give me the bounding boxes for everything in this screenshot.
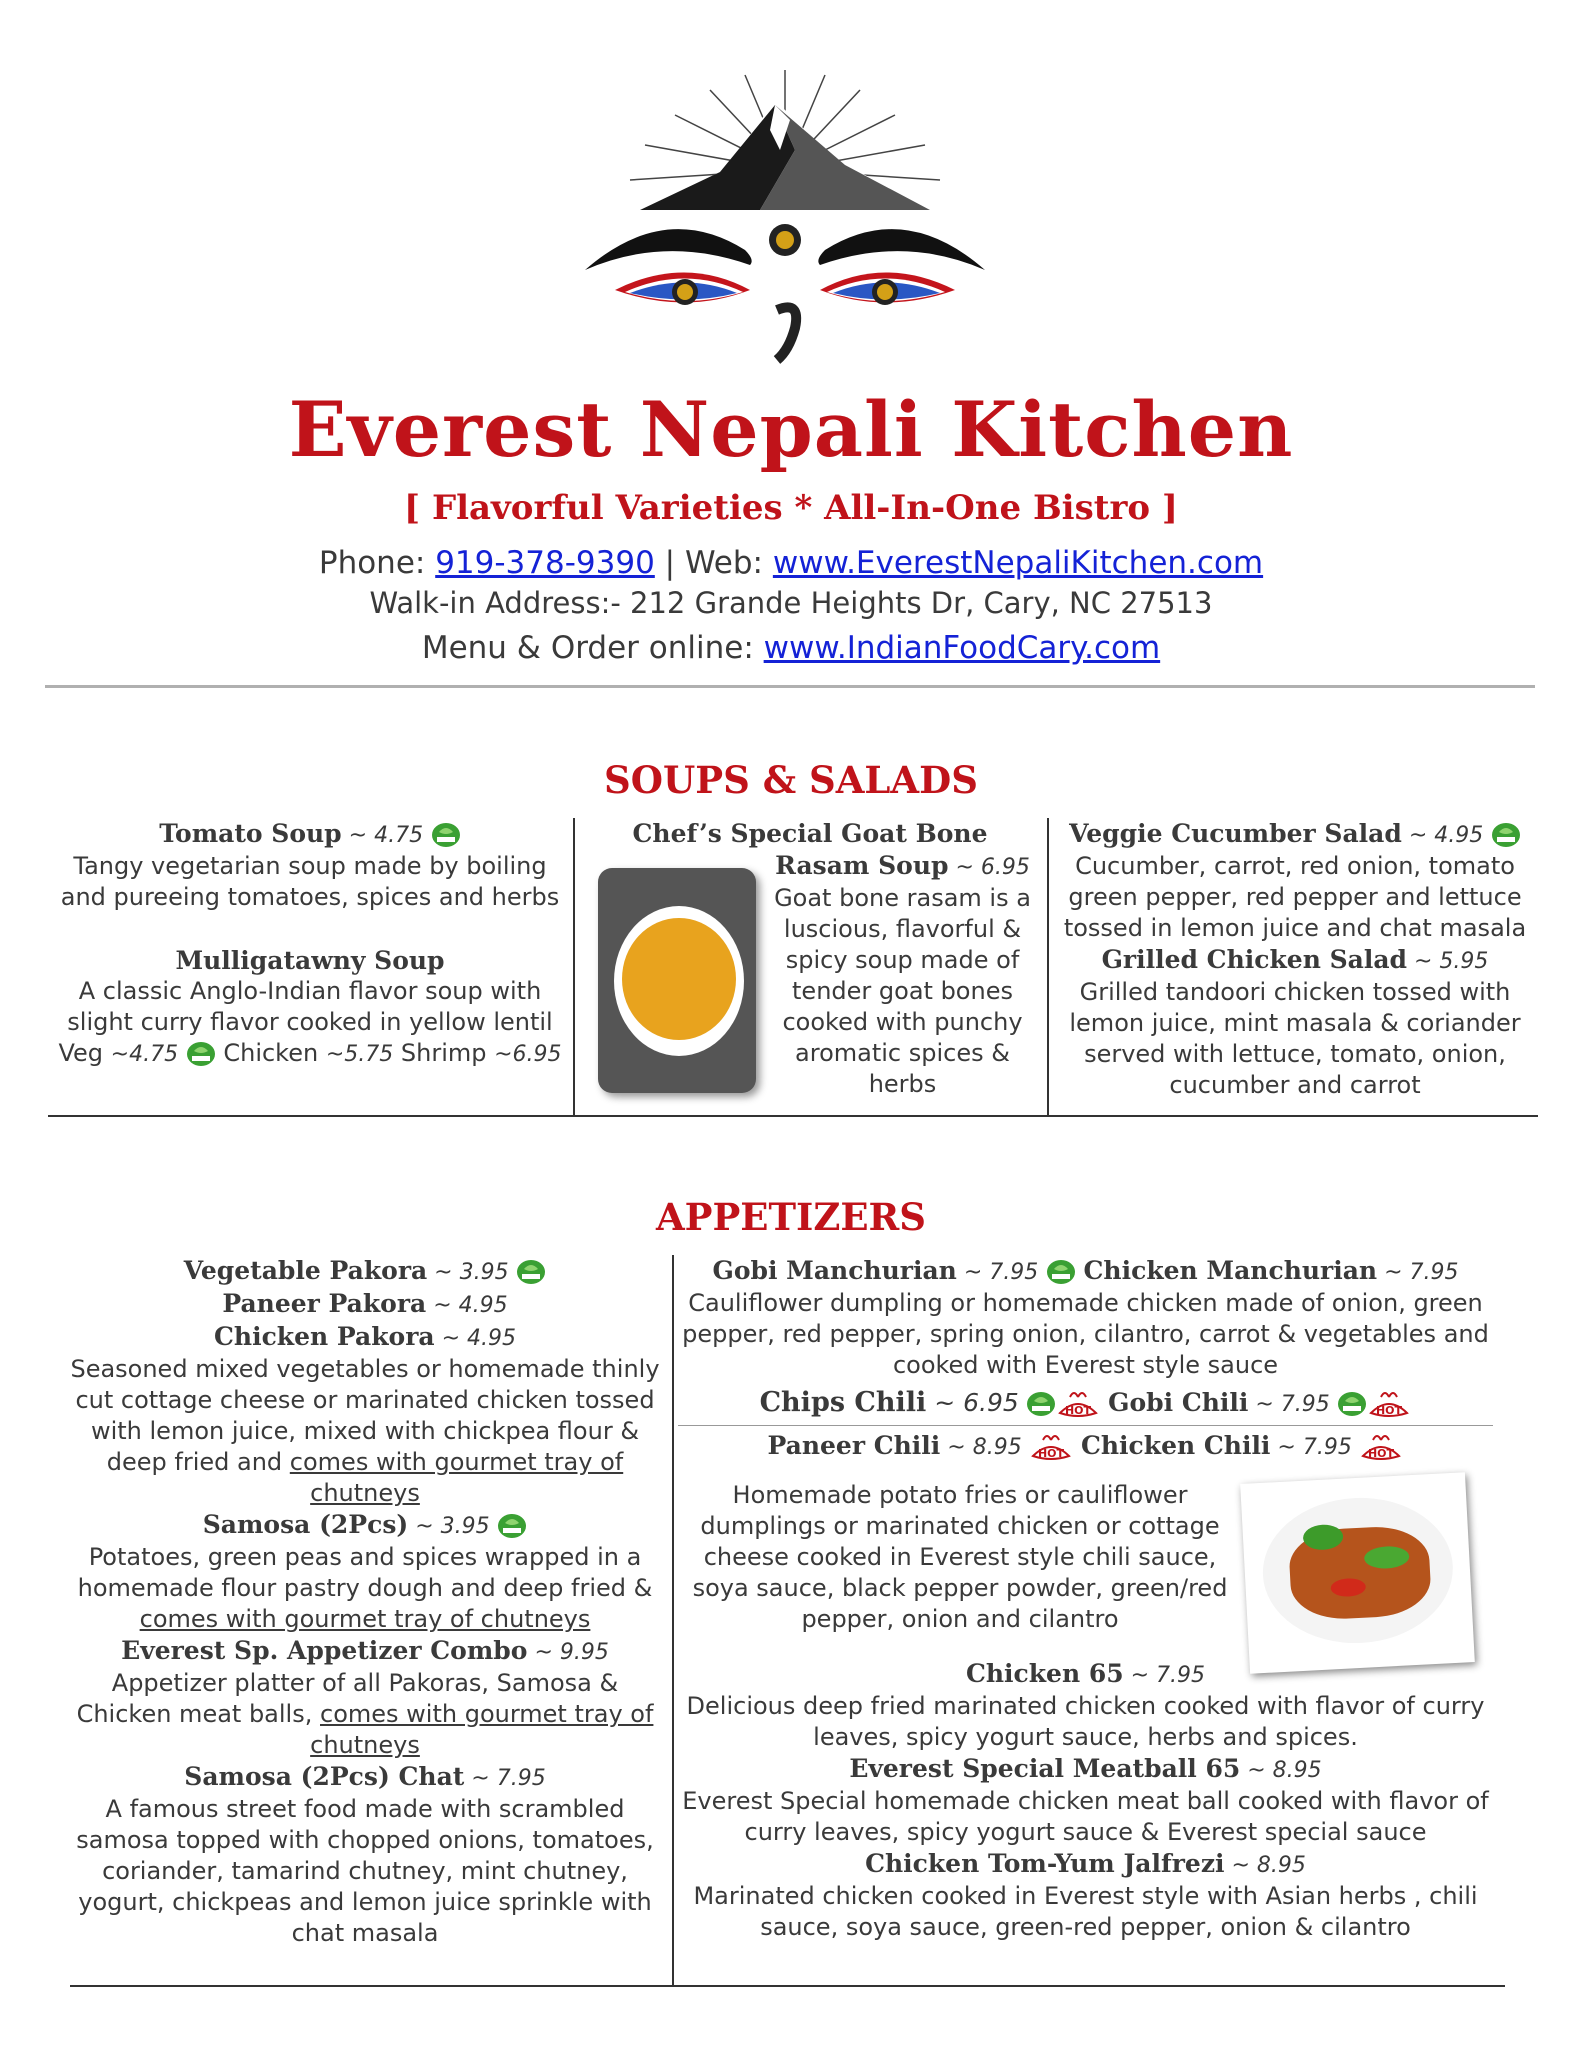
chicken-pakora-name: Chicken Pakora bbox=[214, 1322, 435, 1351]
hot-chili-icon bbox=[1359, 1430, 1403, 1464]
samosa-desc: Potatoes, green peas and spices wrapped in a homemade flour pastry dough and deep fried & comes with gourmet tray of chutneys bbox=[77, 1543, 653, 1633]
samosa-name: Samosa (2Pcs) bbox=[202, 1510, 409, 1539]
goat-soup-name: Chef’s Special Goat Bone bbox=[632, 819, 988, 848]
chili-chicken-photo bbox=[1240, 1472, 1475, 1674]
svg-text:HOT: HOT bbox=[1368, 1447, 1395, 1460]
website-link[interactable]: www.EverestNepaliKitchen.com bbox=[772, 545, 1264, 581]
chicken-manchurian-name: Chicken Manchurian bbox=[1083, 1256, 1378, 1285]
chicken65-name: Chicken 65 bbox=[965, 1659, 1124, 1688]
tagline: [ Flavorful Varieties * All-In-One Bistro ] bbox=[404, 488, 1178, 528]
appetizers-bottom-line bbox=[70, 1985, 1505, 1987]
vegan-icon bbox=[186, 1041, 216, 1067]
soups-middle-column bbox=[580, 818, 1040, 849]
vegan-icon bbox=[1491, 822, 1521, 848]
svg-text:HOT: HOT bbox=[1376, 1404, 1403, 1417]
paneer-chili-name: Paneer Chili bbox=[767, 1431, 941, 1460]
meatball65-name: Everest Special Meatball 65 bbox=[849, 1754, 1241, 1783]
hot-chili-icon bbox=[1056, 1387, 1100, 1421]
appetizers-left-column: Vegetable Pakora ~ 3.95 Paneer Pakora ~ 4.95 Chicken Pakora ~ 4.95 Seasoned mixed vegetables or homemade thinly cut cottage cheese or marinated chicken tossed with lemon juice, mixed with chickpea flour & deep fried and comes with gourmet tray of chutneys Samosa (2Pcs) ~ 3.95 Potatoes, green peas and spices wrapped in a homemade flour pastry dough and deep fried & comes with gourmet tray of chutneys Everest Sp. Appetizer Combo ~ 9.95 Appetizer platter of all Pakoras, Samosa & Chicken meat balls, comes with gourmet tray of chutneys Samosa (2Pcs) Chat ~ 7.95 A famous street food made with scrambled samosa topped with chopped onions, tomatoes, coriander, tamarind chutney, mint chutney, yogurt, chickpeas and lemon juice sprinkle with chat masala bbox=[70, 1256, 660, 1947]
mulligatawny-name: Mulligatawny Soup bbox=[175, 946, 445, 975]
goat-soup-photo bbox=[598, 868, 756, 1093]
appetizers-divider bbox=[672, 1255, 674, 1985]
everest-eyes-logo-icon bbox=[545, 60, 1025, 370]
paneer-pakora-name: Paneer Pakora bbox=[222, 1289, 427, 1318]
soups-left-column: Tomato Soup ~ 4.75 Tangy vegetarian soup made by boiling and pureeing tomatoes, spices and herbs Mulligatawny Soup A classic Anglo-Indian flavor soup with slight curry flavor cooked in yellow lentil Veg ~4.75 Chicken ~5.75 Shrimp ~6.95 bbox=[50, 818, 570, 1070]
tomato-soup-desc: Tangy vegetarian soup made by boiling and pureeing tomatoes, spices and herbs bbox=[60, 852, 560, 911]
goat-soup-desc: Goat bone rasam is a luscious, flavorful & spicy soup made of tender goat bones cooked with punchy aromatic spices & herbs bbox=[774, 884, 1031, 1098]
chips-chili-name: Chips Chili bbox=[759, 1387, 927, 1418]
hot-chili-icon bbox=[1029, 1430, 1073, 1464]
meatball65-desc: Everest Special homemade chicken meat ball cooked with flavor of curry leaves, spicy yogurt sauce & Everest special sauce bbox=[682, 1787, 1489, 1846]
soups-bottom-line bbox=[48, 1115, 1538, 1117]
tomyum-name: Chicken Tom-Yum Jalfrezi bbox=[865, 1849, 1225, 1878]
appetizers-heading: APPETIZERS bbox=[655, 1195, 927, 1239]
chicken-salad-desc: Grilled tandoori chicken tossed with lemon juice, mint masala & coriander served with lettuce, tomato, onion, cucumber and carrot bbox=[1069, 978, 1521, 1099]
cucumber-salad-desc: Cucumber, carrot, red onion, tomato green pepper, red pepper and lettuce tossed in lemon juice and chat masala bbox=[1063, 852, 1527, 942]
chicken-chili-name: Chicken Chili bbox=[1080, 1431, 1271, 1460]
vegan-icon bbox=[497, 1513, 527, 1539]
vegan-icon bbox=[1046, 1259, 1076, 1285]
chicken65-desc: Delicious deep fried marinated chicken cooked with flavor of curry leaves, spicy yogurt sauce, herbs and spices. bbox=[686, 1692, 1485, 1751]
chili-underline bbox=[678, 1425, 1493, 1426]
cucumber-salad-name: Veggie Cucumber Salad bbox=[1069, 819, 1402, 848]
order-online: Menu & Order online: www.IndianFoodCary.com bbox=[421, 630, 1161, 666]
vegan-icon bbox=[1026, 1391, 1056, 1417]
order-link[interactable]: www.IndianFoodCary.com bbox=[763, 630, 1161, 666]
chili-desc: Homemade potato fries or cauliflower dumplings or marinated chicken or cottage cheese cooked in Everest style chili sauce, soya sauce, black pepper powder, green/red pepper, onion and cilantro bbox=[692, 1481, 1228, 1633]
contact-phone-web: Phone: 919-378-9390 | Web: www.EverestNepaliKitchen.com bbox=[318, 545, 1264, 581]
header-divider bbox=[45, 685, 1535, 688]
soups-divider-1 bbox=[573, 818, 575, 1116]
soups-divider-2 bbox=[1047, 818, 1049, 1116]
svg-text:HOT: HOT bbox=[1065, 1404, 1092, 1417]
phone-link[interactable]: 919-378-9390 bbox=[435, 545, 655, 581]
mulligatawny-desc: A classic Anglo-Indian flavor soup with slight curry flavor cooked in yellow lentil bbox=[67, 977, 553, 1036]
address: Walk-in Address:- 212 Grande Heights Dr, Cary, NC 27513 bbox=[369, 586, 1213, 620]
combo-desc: Appetizer platter of all Pakoras, Samosa & Chicken meat balls, comes with gourmet tray of chutneys bbox=[76, 1669, 654, 1759]
combo-name: Everest Sp. Appetizer Combo bbox=[121, 1636, 528, 1665]
hot-chili-icon bbox=[1367, 1387, 1411, 1421]
chicken-salad-name: Grilled Chicken Salad bbox=[1101, 945, 1408, 974]
logo bbox=[545, 60, 1025, 370]
tomato-soup-name: Tomato Soup bbox=[159, 819, 342, 848]
svg-text:HOT: HOT bbox=[1038, 1447, 1065, 1460]
tomyum-desc: Marinated chicken cooked in Everest style with Asian herbs , chili sauce, soya sauce, green-red pepper, onion & cilantro bbox=[693, 1882, 1478, 1941]
manchurian-desc: Cauliflower dumpling or homemade chicken made of onion, green pepper, red pepper, spring onion, cilantro, carrot & vegetables and cooked with Everest style sauce bbox=[682, 1289, 1489, 1379]
restaurant-name: Everest Nepali Kitchen bbox=[288, 385, 1294, 474]
gobi-chili-name: Gobi Chili bbox=[1108, 1388, 1249, 1417]
appetizers-right-bottom: Chicken 65 ~ 7.95 Delicious deep fried marinated chicken cooked with flavor of curry leaves, spicy yogurt sauce, herbs and spices. Everest Special Meatball 65 ~ 8.95 Everest Special homemade chicken meat ball cooked with flavor of curry leaves, spicy yogurt sauce & Everest special sauce Chicken Tom-Yum Jalfrezi ~ 8.95 Marinated chicken cooked in Everest style with Asian herbs , chili sauce, soya sauce, green-red pepper, onion & cilantro bbox=[678, 1658, 1493, 1943]
samosa-chat-name: Samosa (2Pcs) Chat bbox=[184, 1762, 465, 1791]
vegan-icon bbox=[1337, 1391, 1367, 1417]
goat-soup-text: Rasam Soup ~ 6.95 Goat bone rasam is a luscious, flavorful & spicy soup made of tender goat bones cooked with punchy aromatic spices & herbs bbox=[770, 850, 1035, 1100]
gobi-manchurian-name: Gobi Manchurian bbox=[712, 1256, 957, 1285]
appetizers-right-top: Gobi Manchurian ~ 7.95 Chicken Manchurian ~ 7.95 Cauliflower dumpling or homemade chicken made of onion, green pepper, red pepper, spring onion, cilantro, carrot & vegetables and cooked with Everest style sauce Chips Chili ~ 6.95 HOT Gobi Chili ~ 7.95 HOT Paneer Chili ~ 8.95 HOT Chicken Chili ~ 7.95 HOT bbox=[678, 1255, 1493, 1464]
vegan-icon bbox=[516, 1259, 546, 1285]
samosa-chat-desc: A famous street food made with scrambled samosa topped with chopped onions, tomatoes, coriander, tamarind chutney, mint chutney, yogurt, chickpeas and lemon juice sprinkle with chat masala bbox=[76, 1795, 654, 1947]
mulligatawny-prices: Veg ~4.75 Chicken ~5.75 Shrimp ~6.95 bbox=[58, 1039, 562, 1067]
veg-pakora-name: Vegetable Pakora bbox=[183, 1256, 428, 1285]
pakora-desc: Seasoned mixed vegetables or homemade thinly cut cottage cheese or marinated chicken tossed with lemon juice, mixed with chickpea flour & deep fried and comes with gourmet tray of chutneys bbox=[70, 1355, 660, 1507]
vegan-icon bbox=[431, 822, 461, 848]
soups-right-column: Veggie Cucumber Salad ~ 4.95 Cucumber, carrot, red onion, tomato green pepper, red pepper and lettuce tossed in lemon juice and chat masala Grilled Chicken Salad ~ 5.95 Grilled tandoori chicken tossed with lemon juice, mint masala & coriander served with lettuce, tomato, onion, cucumber and carrot bbox=[1055, 818, 1535, 1101]
soups-heading: SOUPS & SALADS bbox=[604, 758, 978, 802]
